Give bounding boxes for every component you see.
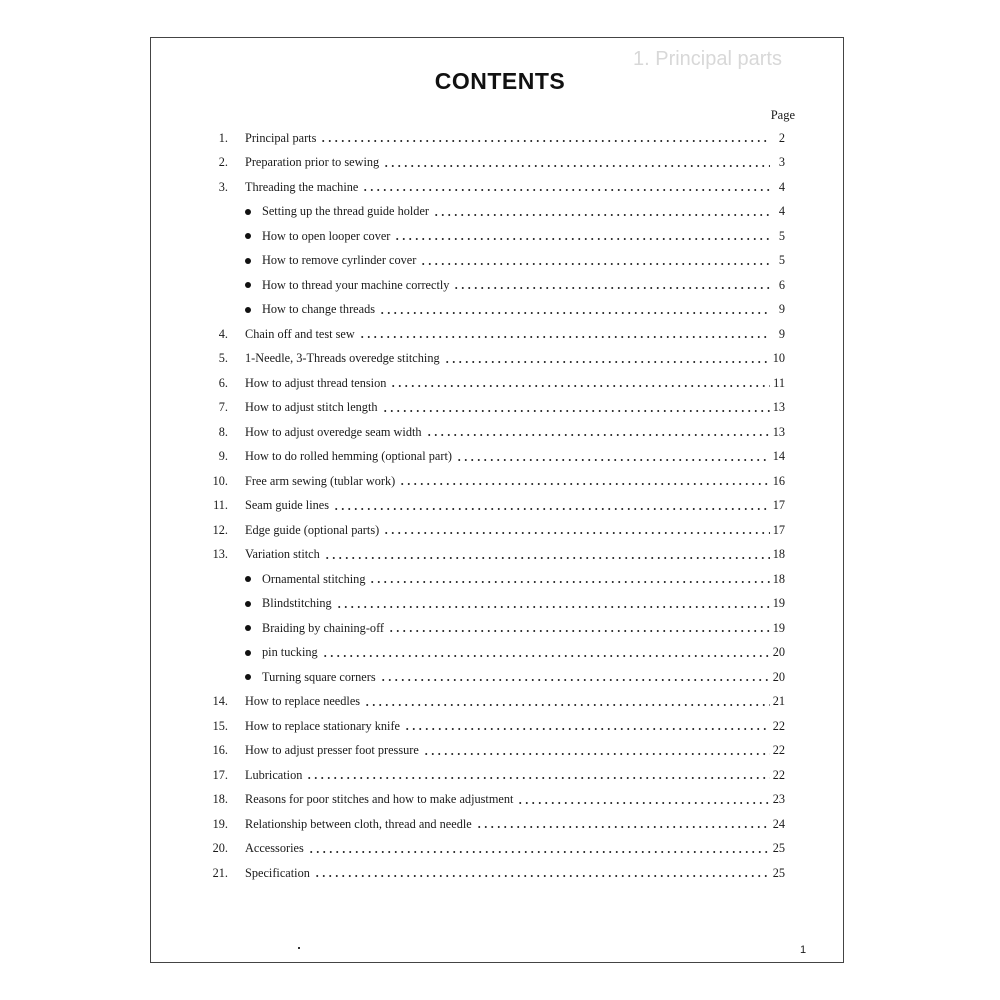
toc-entry-page: 17 bbox=[772, 522, 785, 537]
toc-entry-label: How to remove cyrlinder cover bbox=[262, 253, 417, 268]
toc-entry-page: 19 bbox=[772, 620, 785, 635]
toc-entry-label-wrap bbox=[245, 400, 770, 415]
toc-entry bbox=[0, 812, 1000, 837]
dot-leader bbox=[404, 728, 770, 730]
toc-entry-page: 2 bbox=[778, 130, 785, 145]
toc-entry-label-wrap bbox=[245, 204, 770, 219]
toc-entry-page: 20 bbox=[772, 669, 785, 684]
bullet-icon bbox=[245, 258, 251, 264]
toc-entry-label-wrap bbox=[245, 547, 770, 562]
toc-entry-number: 12. bbox=[212, 522, 228, 537]
toc-entry-label-wrap bbox=[245, 817, 770, 832]
toc-entry-page: 22 bbox=[772, 743, 785, 758]
dot-leader bbox=[362, 189, 770, 191]
toc-entry-page: 4 bbox=[778, 179, 785, 194]
toc-entry-label: Specification bbox=[245, 865, 310, 880]
toc-entry-page: 17 bbox=[772, 498, 785, 513]
toc-entry-page: 18 bbox=[772, 547, 785, 562]
dot-leader bbox=[308, 851, 770, 853]
toc-entry-number: 14. bbox=[212, 694, 228, 709]
toc-entry-label: How to thread your machine correctly bbox=[262, 277, 450, 292]
toc-entry-page: 6 bbox=[778, 277, 785, 292]
toc-entry-label-wrap bbox=[245, 376, 770, 391]
toc-entry-label-wrap bbox=[245, 719, 770, 734]
toc-entry bbox=[0, 518, 1000, 543]
toc-entry-page: 23 bbox=[772, 792, 785, 807]
toc-entry-label-wrap bbox=[245, 792, 770, 807]
dot-leader bbox=[322, 655, 770, 657]
dot-leader bbox=[390, 385, 770, 387]
toc-entry-label-wrap bbox=[245, 523, 770, 538]
toc-entry-page: 18 bbox=[772, 571, 785, 586]
dot-leader bbox=[324, 557, 770, 559]
toc-entry-page: 25 bbox=[772, 841, 785, 856]
toc-entry-label-wrap bbox=[245, 425, 770, 440]
toc-entry-label: Braiding by chaining-off bbox=[262, 620, 385, 635]
toc-entry-number: 3. bbox=[218, 179, 228, 194]
toc-entry-label-wrap bbox=[245, 351, 770, 366]
toc-entry bbox=[0, 249, 1000, 274]
toc-entry bbox=[0, 494, 1000, 519]
toc-entry-label-wrap bbox=[245, 302, 770, 317]
toc-entry-label: Preparation prior to sewing bbox=[245, 155, 380, 170]
toc-entry bbox=[0, 543, 1000, 568]
toc-entry-label: Reasons for poor stitches and how to make adjustment bbox=[245, 792, 514, 807]
toc-entry-page: 9 bbox=[778, 326, 785, 341]
toc-entry-label: Free arm sewing (tublar work) bbox=[245, 473, 396, 488]
dot-leader bbox=[380, 679, 770, 681]
toc-entry-label: pin tucking bbox=[262, 645, 318, 660]
toc-entry bbox=[0, 690, 1000, 715]
page-number: 1 bbox=[800, 944, 807, 956]
toc-entry-label: Turning square corners bbox=[262, 669, 376, 684]
toc-entry bbox=[0, 788, 1000, 813]
toc-entry-label-wrap bbox=[245, 131, 770, 146]
table-of-contents bbox=[0, 126, 1000, 886]
dot-leader bbox=[453, 287, 770, 289]
toc-entry-number: 6. bbox=[218, 375, 228, 390]
bullet-icon bbox=[245, 307, 251, 313]
toc-entry bbox=[0, 445, 1000, 470]
toc-entry-number: 21. bbox=[212, 865, 228, 880]
toc-entry-label: Accessories bbox=[245, 841, 304, 856]
toc-entry bbox=[0, 273, 1000, 298]
toc-entry bbox=[0, 861, 1000, 886]
toc-entry-label: How to adjust overedge seam width bbox=[245, 424, 422, 439]
toc-entry-label: Ornamental stitching bbox=[262, 571, 366, 586]
toc-entry-number: 4. bbox=[218, 326, 228, 341]
dot-leader bbox=[314, 875, 770, 877]
toc-entry bbox=[0, 641, 1000, 666]
dot-leader bbox=[383, 532, 770, 534]
toc-entry bbox=[0, 567, 1000, 592]
toc-entry bbox=[0, 371, 1000, 396]
toc-entry-label-wrap bbox=[245, 253, 770, 268]
toc-entry bbox=[0, 469, 1000, 494]
toc-entry bbox=[0, 298, 1000, 323]
toc-entry-label: How to do rolled hemming (optional part) bbox=[245, 449, 452, 464]
toc-entry bbox=[0, 592, 1000, 617]
toc-entry-number: 19. bbox=[212, 816, 228, 831]
toc-entry-label-wrap bbox=[245, 768, 770, 783]
toc-entry-page: 11 bbox=[773, 375, 785, 390]
dot-leader bbox=[306, 777, 770, 779]
toc-entry bbox=[0, 714, 1000, 739]
toc-entry-label-wrap bbox=[245, 572, 770, 587]
toc-entry bbox=[0, 200, 1000, 225]
bullet-icon bbox=[245, 209, 251, 215]
toc-entry-label: How to replace stationary knife bbox=[245, 718, 401, 733]
toc-entry-label-wrap bbox=[245, 694, 770, 709]
toc-entry-page: 4 bbox=[778, 204, 785, 219]
toc-entry-page: 10 bbox=[772, 351, 785, 366]
toc-entry-page: 16 bbox=[772, 473, 785, 488]
toc-entry-label: Threading the machine bbox=[245, 179, 359, 194]
toc-entry-label-wrap bbox=[245, 449, 770, 464]
bleed-through-text: 1. Principal parts bbox=[633, 48, 782, 70]
bullet-icon bbox=[245, 625, 251, 631]
dot-leader bbox=[444, 361, 770, 363]
toc-entry-number: 18. bbox=[212, 792, 228, 807]
dot-leader bbox=[336, 606, 770, 608]
dot-leader bbox=[394, 238, 770, 240]
toc-entry-number: 11. bbox=[213, 498, 228, 513]
toc-entry-label-wrap bbox=[245, 866, 770, 881]
toc-entry-label-wrap bbox=[245, 229, 770, 244]
toc-entry-page: 5 bbox=[778, 228, 785, 243]
toc-entry-label-wrap bbox=[245, 474, 770, 489]
toc-entry-label: How to adjust presser foot pressure bbox=[245, 743, 419, 758]
toc-entry bbox=[0, 151, 1000, 176]
dot-leader bbox=[383, 165, 770, 167]
toc-entry-label: How to replace needles bbox=[245, 694, 361, 709]
toc-entry-label-wrap bbox=[245, 596, 770, 611]
toc-entry-label: Relationship between cloth, thread and needle bbox=[245, 816, 472, 831]
toc-entry-label-wrap bbox=[245, 743, 770, 758]
toc-entry-number: 13. bbox=[212, 547, 228, 562]
dot-leader bbox=[420, 263, 770, 265]
toc-entry-label-wrap bbox=[245, 670, 770, 685]
toc-entry bbox=[0, 763, 1000, 788]
dot-leader bbox=[399, 483, 770, 485]
toc-entry-label: Setting up the thread guide holder bbox=[262, 204, 429, 219]
dot-leader bbox=[433, 214, 770, 216]
bullet-icon bbox=[245, 650, 251, 656]
toc-entry-number: 7. bbox=[218, 400, 228, 415]
toc-entry-number: 1. bbox=[218, 130, 228, 145]
page-title: CONTENTS bbox=[434, 68, 566, 94]
bullet-icon bbox=[245, 282, 251, 288]
toc-entry-number: 20. bbox=[212, 841, 228, 856]
dot-leader bbox=[476, 826, 770, 828]
toc-entry bbox=[0, 175, 1000, 200]
toc-entry-page: 13 bbox=[772, 400, 785, 415]
toc-entry-number: 8. bbox=[218, 424, 228, 439]
toc-entry-label-wrap bbox=[245, 621, 770, 636]
toc-entry bbox=[0, 396, 1000, 421]
dot-leader bbox=[333, 508, 770, 510]
toc-entry-page: 3 bbox=[778, 155, 785, 170]
toc-entry bbox=[0, 126, 1000, 151]
dot-leader bbox=[426, 434, 770, 436]
toc-entry-label: How to open looper cover bbox=[262, 228, 391, 243]
bullet-icon bbox=[245, 601, 251, 607]
toc-entry-label: How to adjust stitch length bbox=[245, 400, 378, 415]
toc-entry-label: Lubrication bbox=[245, 767, 303, 782]
dot-leader bbox=[369, 581, 770, 583]
toc-entry-label: Principal parts bbox=[245, 130, 317, 145]
dot-leader bbox=[379, 312, 770, 314]
toc-entry-page: 14 bbox=[772, 449, 785, 464]
toc-entry bbox=[0, 224, 1000, 249]
toc-entry-label: Chain off and test sew bbox=[245, 326, 355, 341]
toc-entry-page: 24 bbox=[772, 816, 785, 831]
toc-entry-page: 25 bbox=[772, 865, 785, 880]
print-speck bbox=[298, 947, 300, 949]
toc-entry-number: 9. bbox=[218, 449, 228, 464]
toc-entry-page: 19 bbox=[772, 596, 785, 611]
toc-entry-page: 22 bbox=[772, 767, 785, 782]
toc-entry-label-wrap bbox=[245, 180, 770, 195]
toc-entry-label-wrap bbox=[245, 278, 770, 293]
dot-leader bbox=[456, 459, 770, 461]
toc-entry-label-wrap bbox=[245, 498, 770, 513]
toc-entry-label: Edge guide (optional parts) bbox=[245, 522, 380, 537]
toc-entry-number: 17. bbox=[212, 767, 228, 782]
toc-entry bbox=[0, 739, 1000, 764]
dot-leader bbox=[388, 630, 770, 632]
dot-leader bbox=[320, 140, 770, 142]
toc-entry bbox=[0, 837, 1000, 862]
bullet-icon bbox=[245, 233, 251, 239]
toc-entry-page: 21 bbox=[772, 694, 785, 709]
dot-leader bbox=[382, 410, 770, 412]
toc-entry-label: 1-Needle, 3-Threads overedge stitching bbox=[245, 351, 440, 366]
toc-entry-label: How to adjust thread tension bbox=[245, 375, 387, 390]
toc-entry-number: 16. bbox=[212, 743, 228, 758]
bullet-icon bbox=[245, 674, 251, 680]
toc-entry-label-wrap bbox=[245, 327, 770, 342]
toc-entry-number: 15. bbox=[212, 718, 228, 733]
toc-entry bbox=[0, 347, 1000, 372]
toc-entry-label: Blindstitching bbox=[262, 596, 332, 611]
dot-leader bbox=[359, 336, 770, 338]
toc-entry-label: How to change threads bbox=[262, 302, 376, 317]
toc-entry-number: 2. bbox=[218, 155, 228, 170]
toc-entry-label-wrap bbox=[245, 645, 770, 660]
toc-entry bbox=[0, 665, 1000, 690]
toc-entry-page: 9 bbox=[778, 302, 785, 317]
toc-entry-page: 5 bbox=[778, 253, 785, 268]
dot-leader bbox=[364, 704, 770, 706]
toc-entry-page: 22 bbox=[772, 718, 785, 733]
dot-leader bbox=[423, 753, 770, 755]
toc-entry-label-wrap bbox=[245, 155, 770, 170]
bullet-icon bbox=[245, 576, 251, 582]
toc-entry bbox=[0, 322, 1000, 347]
toc-entry bbox=[0, 420, 1000, 445]
toc-entry bbox=[0, 616, 1000, 641]
toc-entry-label: Seam guide lines bbox=[245, 498, 330, 513]
toc-entry-page: 13 bbox=[772, 424, 785, 439]
toc-entry-number: 10. bbox=[212, 473, 228, 488]
toc-entry-label: Variation stitch bbox=[245, 547, 320, 562]
page-column-label: Page bbox=[770, 108, 795, 122]
dot-leader bbox=[517, 802, 770, 804]
toc-entry-label-wrap bbox=[245, 841, 770, 856]
toc-entry-number: 5. bbox=[218, 351, 228, 366]
toc-entry-page: 20 bbox=[772, 645, 785, 660]
